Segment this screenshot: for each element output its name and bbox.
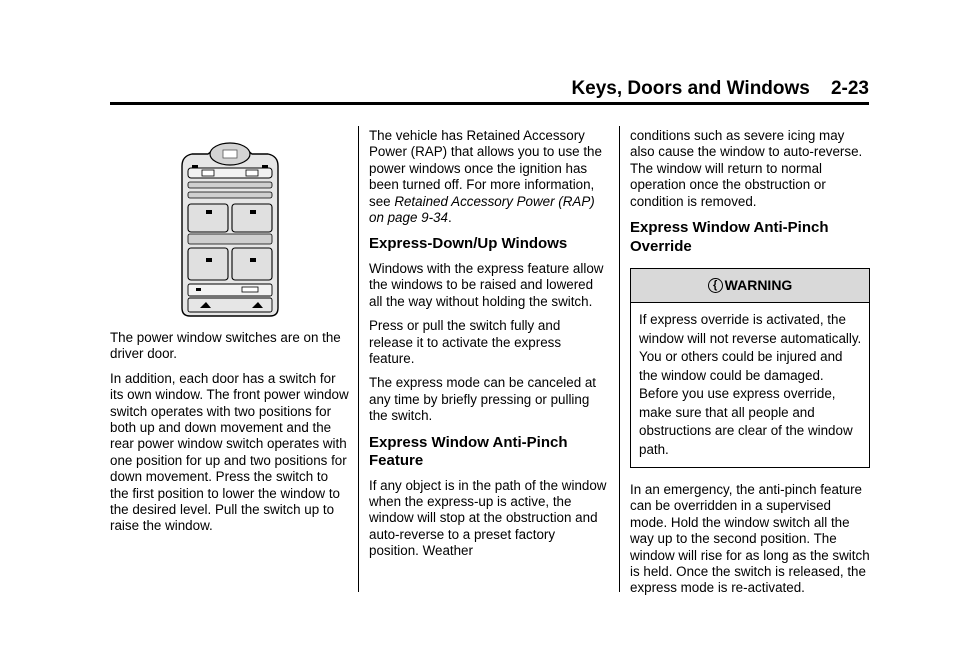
column-divider [619,126,620,592]
intro-end: . [447,210,452,226]
warning-text: If express override is activated, the window will not reverse automatically. You or others could be injured and the window could be damaged. Before you use express override, make sure that all people and obstructions are clear of the window path. [639,312,862,457]
intro-text: The vehicle has Retained Accessory Power (RAP) that allows you to use the power windows once the ignition has been turned off. For more information, see [369,128,602,209]
paragraph: The express mode can be canceled at any time by briefly pressing or pulling the switch. [369,375,597,424]
paragraph: Windows with the express feature allow the windows to be raised and lowered all the way without holding the switch. [369,260,604,309]
paragraph: Press or pull the switch fully and release it to activate the express feature. [369,318,562,366]
warning-title: WARNING [724,277,793,294]
column-3 [630,128,870,605]
warning-icon: { [708,278,723,293]
paragraph: conditions such as severe icing may also cause the window to auto-reverse. The window will return to normal operation once the obstruction or condition is removed. [630,128,863,209]
section-heading: Express-Down/Up Windows [369,235,568,253]
window-switch-illustration [110,126,350,326]
paragraph: In an emergency, the anti-pinch feature can be overridden in a supervised mode. Hold the window switch all the way up to the second position. The window will rise for as long as the switch is held. Once the switch is released, the express mode is re-activated. [630,482,870,596]
warning-header [631,269,869,303]
paragraph: The power window switches are on the driver door. [110,330,341,362]
column-2 [369,128,607,568]
page-title: Keys, Doors and Windows 2-23 [571,78,869,99]
paragraph: If any object is in the path of the window when the express-up is active, the window will stop at the obstruction and auto-reverse to a preset factory position. Weather [369,477,607,559]
section-heading: Express Window Anti-Pinch Feature [369,433,568,470]
window-switch-panel-icon [110,126,350,326]
column-1 [110,126,350,543]
intro-paragraph [369,128,607,226]
paragraph: In addition, each door has a switch for its own window. The front power window switch operates with two positions for both up and down movement and the rear power window switch operates with one position for up and two positions for down movement. Press the switch to the first position to lower the window to the desired level. Pull the switch up to raise the window. [110,370,349,534]
page-header [110,78,869,106]
cross-reference-link[interactable]: Retained Accessory Power (RAP) on page 9-34 [369,193,595,226]
header-rule [110,102,869,105]
warning-box [630,268,870,468]
section-heading: Express Window Anti-Pinch Override [630,219,829,255]
column-divider [358,126,359,592]
